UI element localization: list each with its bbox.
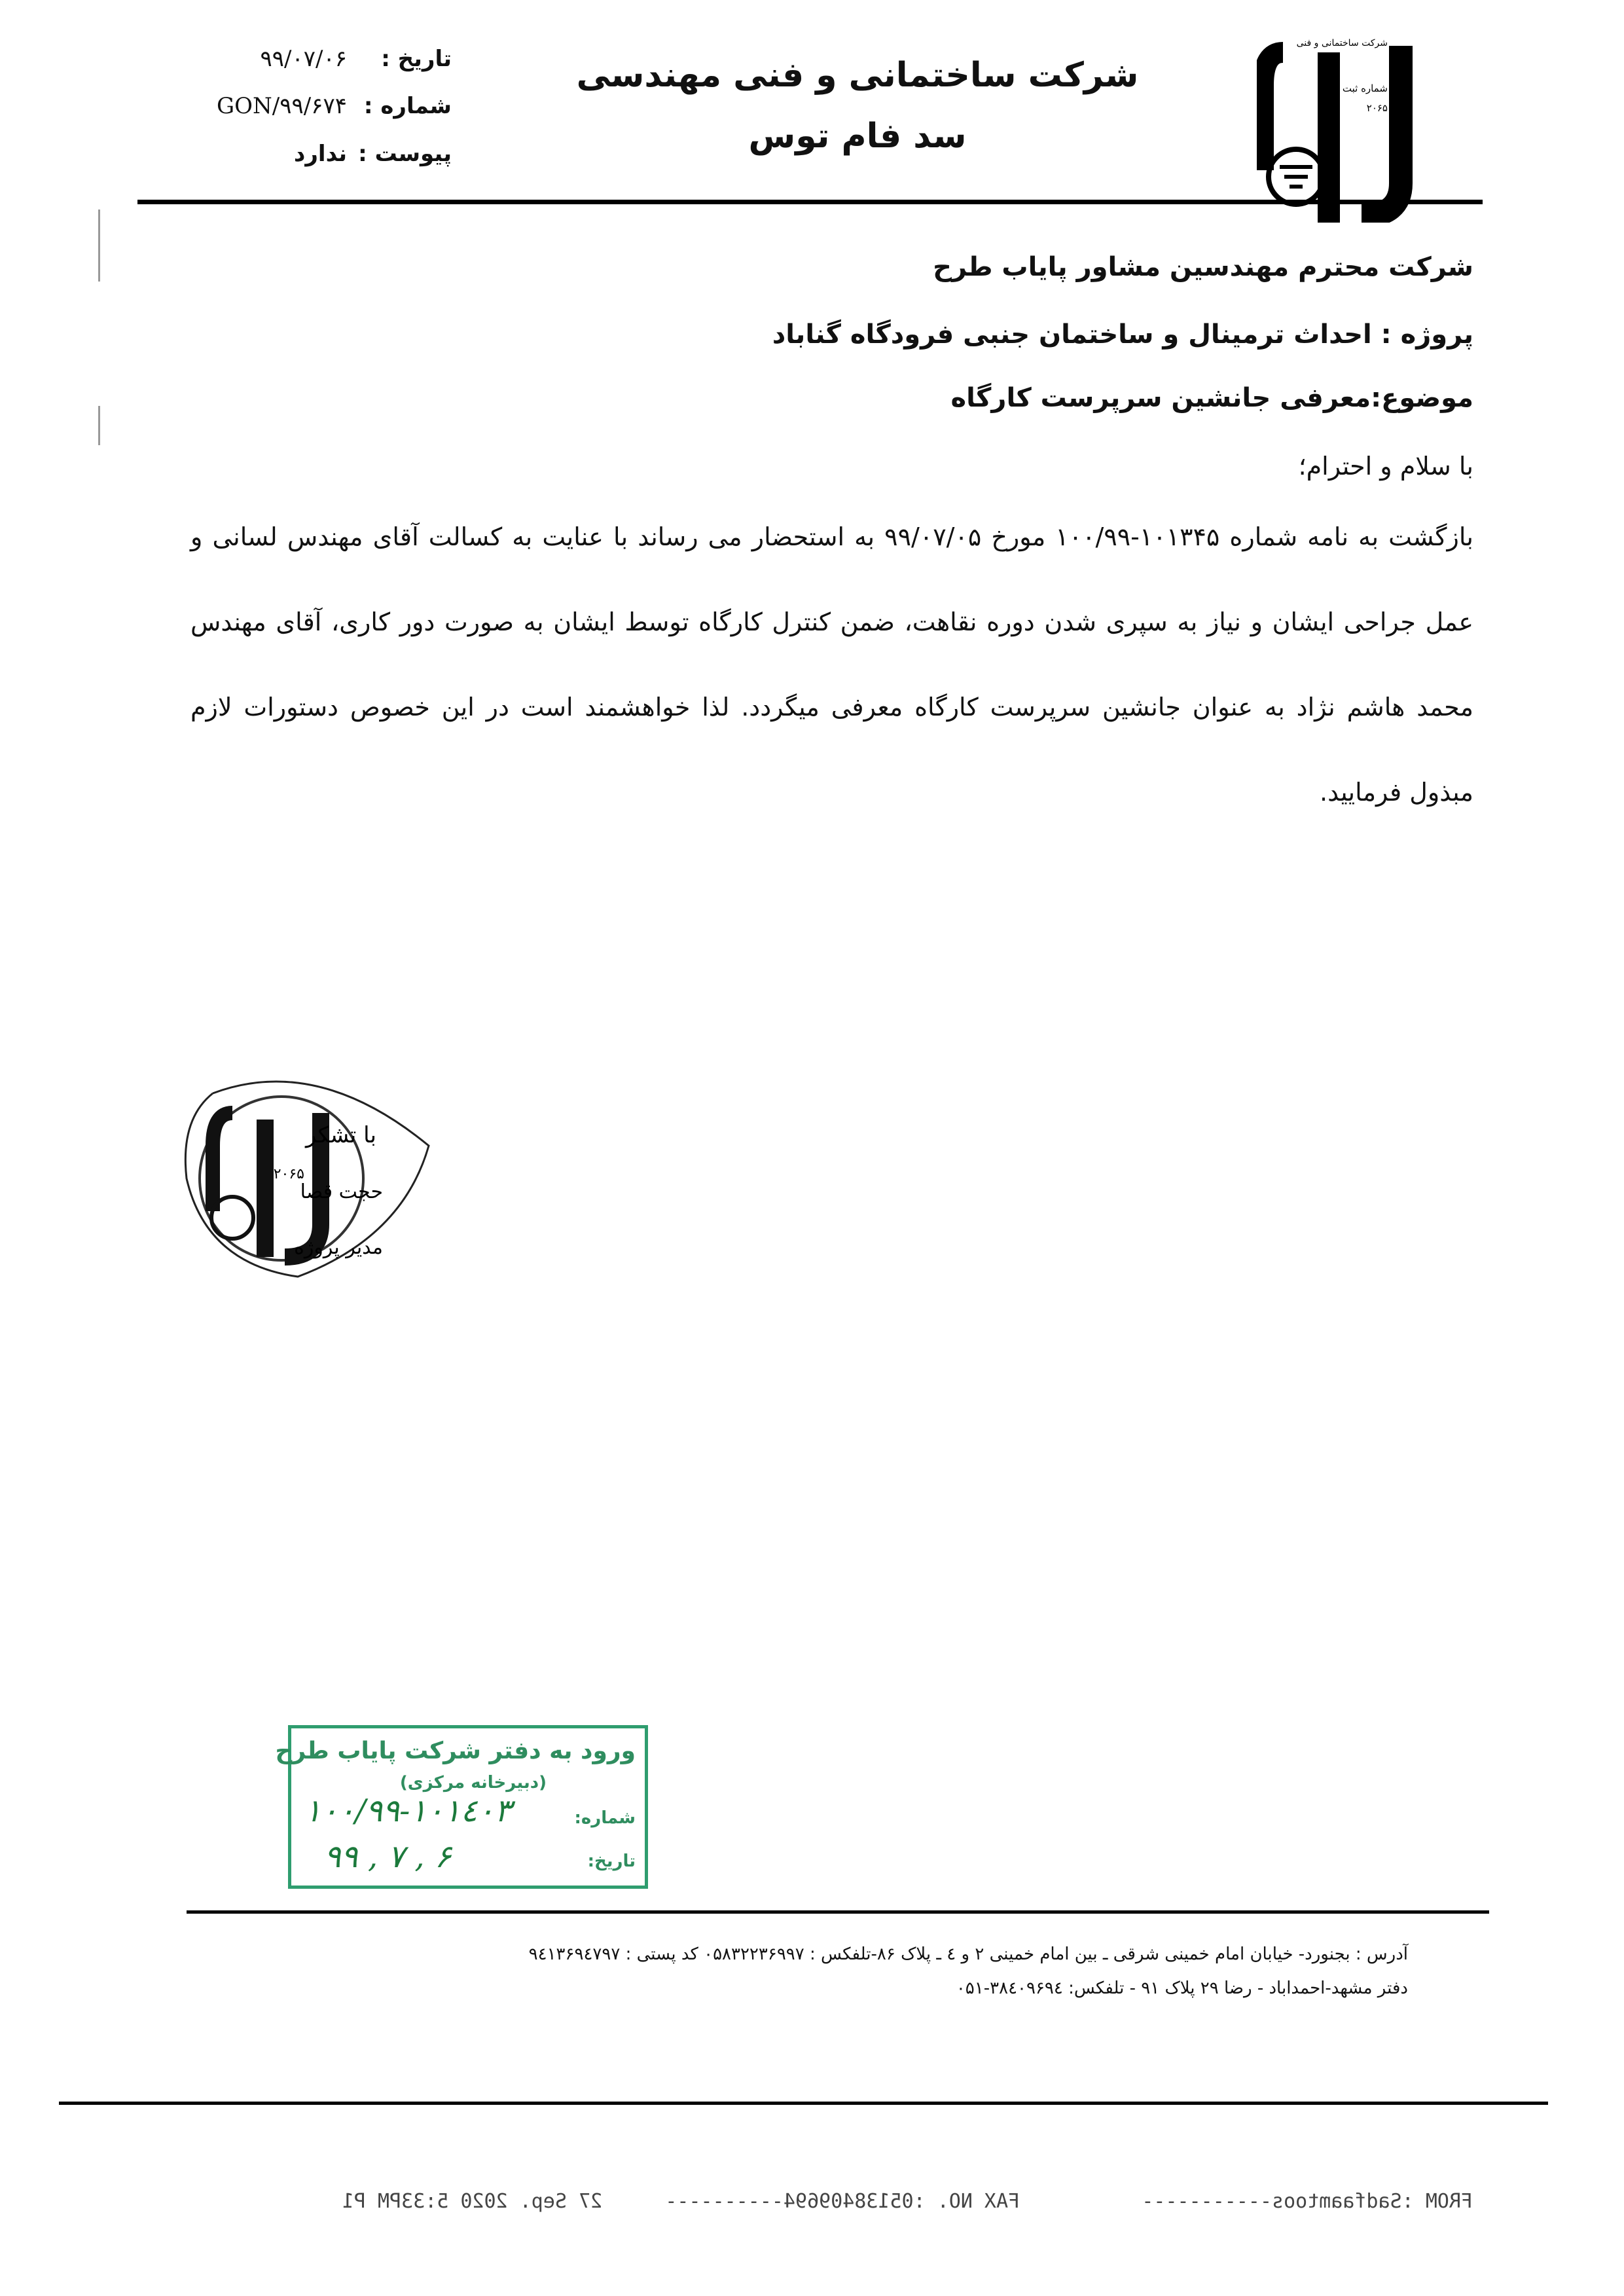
greeting: با سلام و احترام؛: [1298, 452, 1473, 481]
attachment-value: ندارد: [293, 141, 347, 167]
date-value: ۹۹/۰۷/۰۶: [260, 46, 347, 72]
header-divider: [137, 200, 1483, 204]
seal-text: مدیر پروژه: [294, 1236, 383, 1259]
office-address-line: دفتر مشهد-احمداباد - رضا ۲۹ پلاک ۹۱ - تلفکس: ۳۸٤۰۹۶۹٤-۰۵۱: [956, 1978, 1408, 1998]
date-label: تاریخ :: [381, 46, 452, 72]
logo-registration-number: ۲۰۶۵: [1366, 102, 1388, 114]
received-stamp: [275, 1725, 648, 1889]
date-row: [177, 46, 452, 72]
letter-body: بازگشت به نامه شماره ۱۰۱۳۴۵-۱۰۰/۹۹ مورخ ۹۹/۰۷/۰۵ به استحضار می رساند با عنایت به کسالت آقای مهندس لسانی و عمل جراحی ایشان و نیاز به سپری شدن دوره نقاهت، ضمن کنترل کارگاه توسط ایشان به صورت دور کاری، آقای مهندس محمد هاشم نژاد به عنوان جانشین سرپرست کارگاه معرفی میگردد. لذا خواهشمند است در این خصوص دستورات لازم مبذول فرمایید.: [190, 522, 1473, 807]
company-name-line2: سد فام توس: [748, 117, 967, 156]
recipient: شرکت محترم مهندسین مشاور پایاب طرح: [933, 252, 1473, 282]
fax-number: FAX NO. :05138409694----------: [665, 2190, 1020, 2213]
footer-bottom-divider: [59, 2102, 1548, 2105]
number-label: شماره :: [363, 93, 452, 119]
company-seal: [167, 1067, 442, 1290]
company-logo: [1257, 26, 1453, 223]
logo-registration: شماره ثبت: [1342, 82, 1388, 94]
company-name: شرکت ساختمانی و فنی مهندسی: [576, 56, 1139, 95]
margin-mark: [98, 210, 100, 282]
logo-text: شرکت ساختمانی و فنی: [1296, 38, 1388, 48]
stamp-number-value: ۱۰۰/۹۹-۱۰۱٤۰۳: [304, 1793, 511, 1829]
number-value: GON/۹۹/۶۷۴: [216, 93, 347, 119]
seal-text: ۲۰۶۵: [273, 1166, 304, 1182]
project-line: پروژه : احداث ترمینال و ساختمان جنبی فرودگاه گناباد: [772, 319, 1473, 350]
stamp-number-label: شماره:: [574, 1808, 636, 1828]
fax-from: FROM :Sadfaamtoos-----------: [1142, 2190, 1473, 2213]
subject-line: موضوع:معرفی جانشین سرپرست کارگاه: [950, 383, 1473, 413]
stamp-title: ورود به دفتر شرکت پایاب طرح: [275, 1738, 636, 1764]
address-line: آدرس : بجنورد- خیابان امام خمینی شرقی ـ بین امام خمینی ۲ و ٤ ـ پلاک ۸۶-تلفکس : ۰۵۸۳۲۲۳۶۹۹۷ کد پستی : ۹٤۱۳۶۹٤۷۹۷: [528, 1944, 1408, 1964]
seal-text: حجت قصا: [300, 1180, 383, 1203]
stamp-date-label: تاریخ:: [587, 1851, 636, 1871]
margin-mark: [98, 406, 100, 445]
attachment-row: [177, 141, 452, 167]
footer-divider: [187, 1910, 1489, 1914]
stamp-date-value: ۹۹ , ۷ , ۶: [324, 1838, 452, 1875]
stamp-subtitle: (دبیرخانه مرکزی): [399, 1773, 547, 1793]
attachment-label: پیوست :: [358, 141, 452, 167]
fax-header: [203, 2190, 1473, 2213]
number-row: [177, 93, 452, 119]
fax-date: 27 Sep. 2020 5:33PM P1: [342, 2190, 603, 2213]
seal-text: با تشکر: [306, 1122, 376, 1148]
